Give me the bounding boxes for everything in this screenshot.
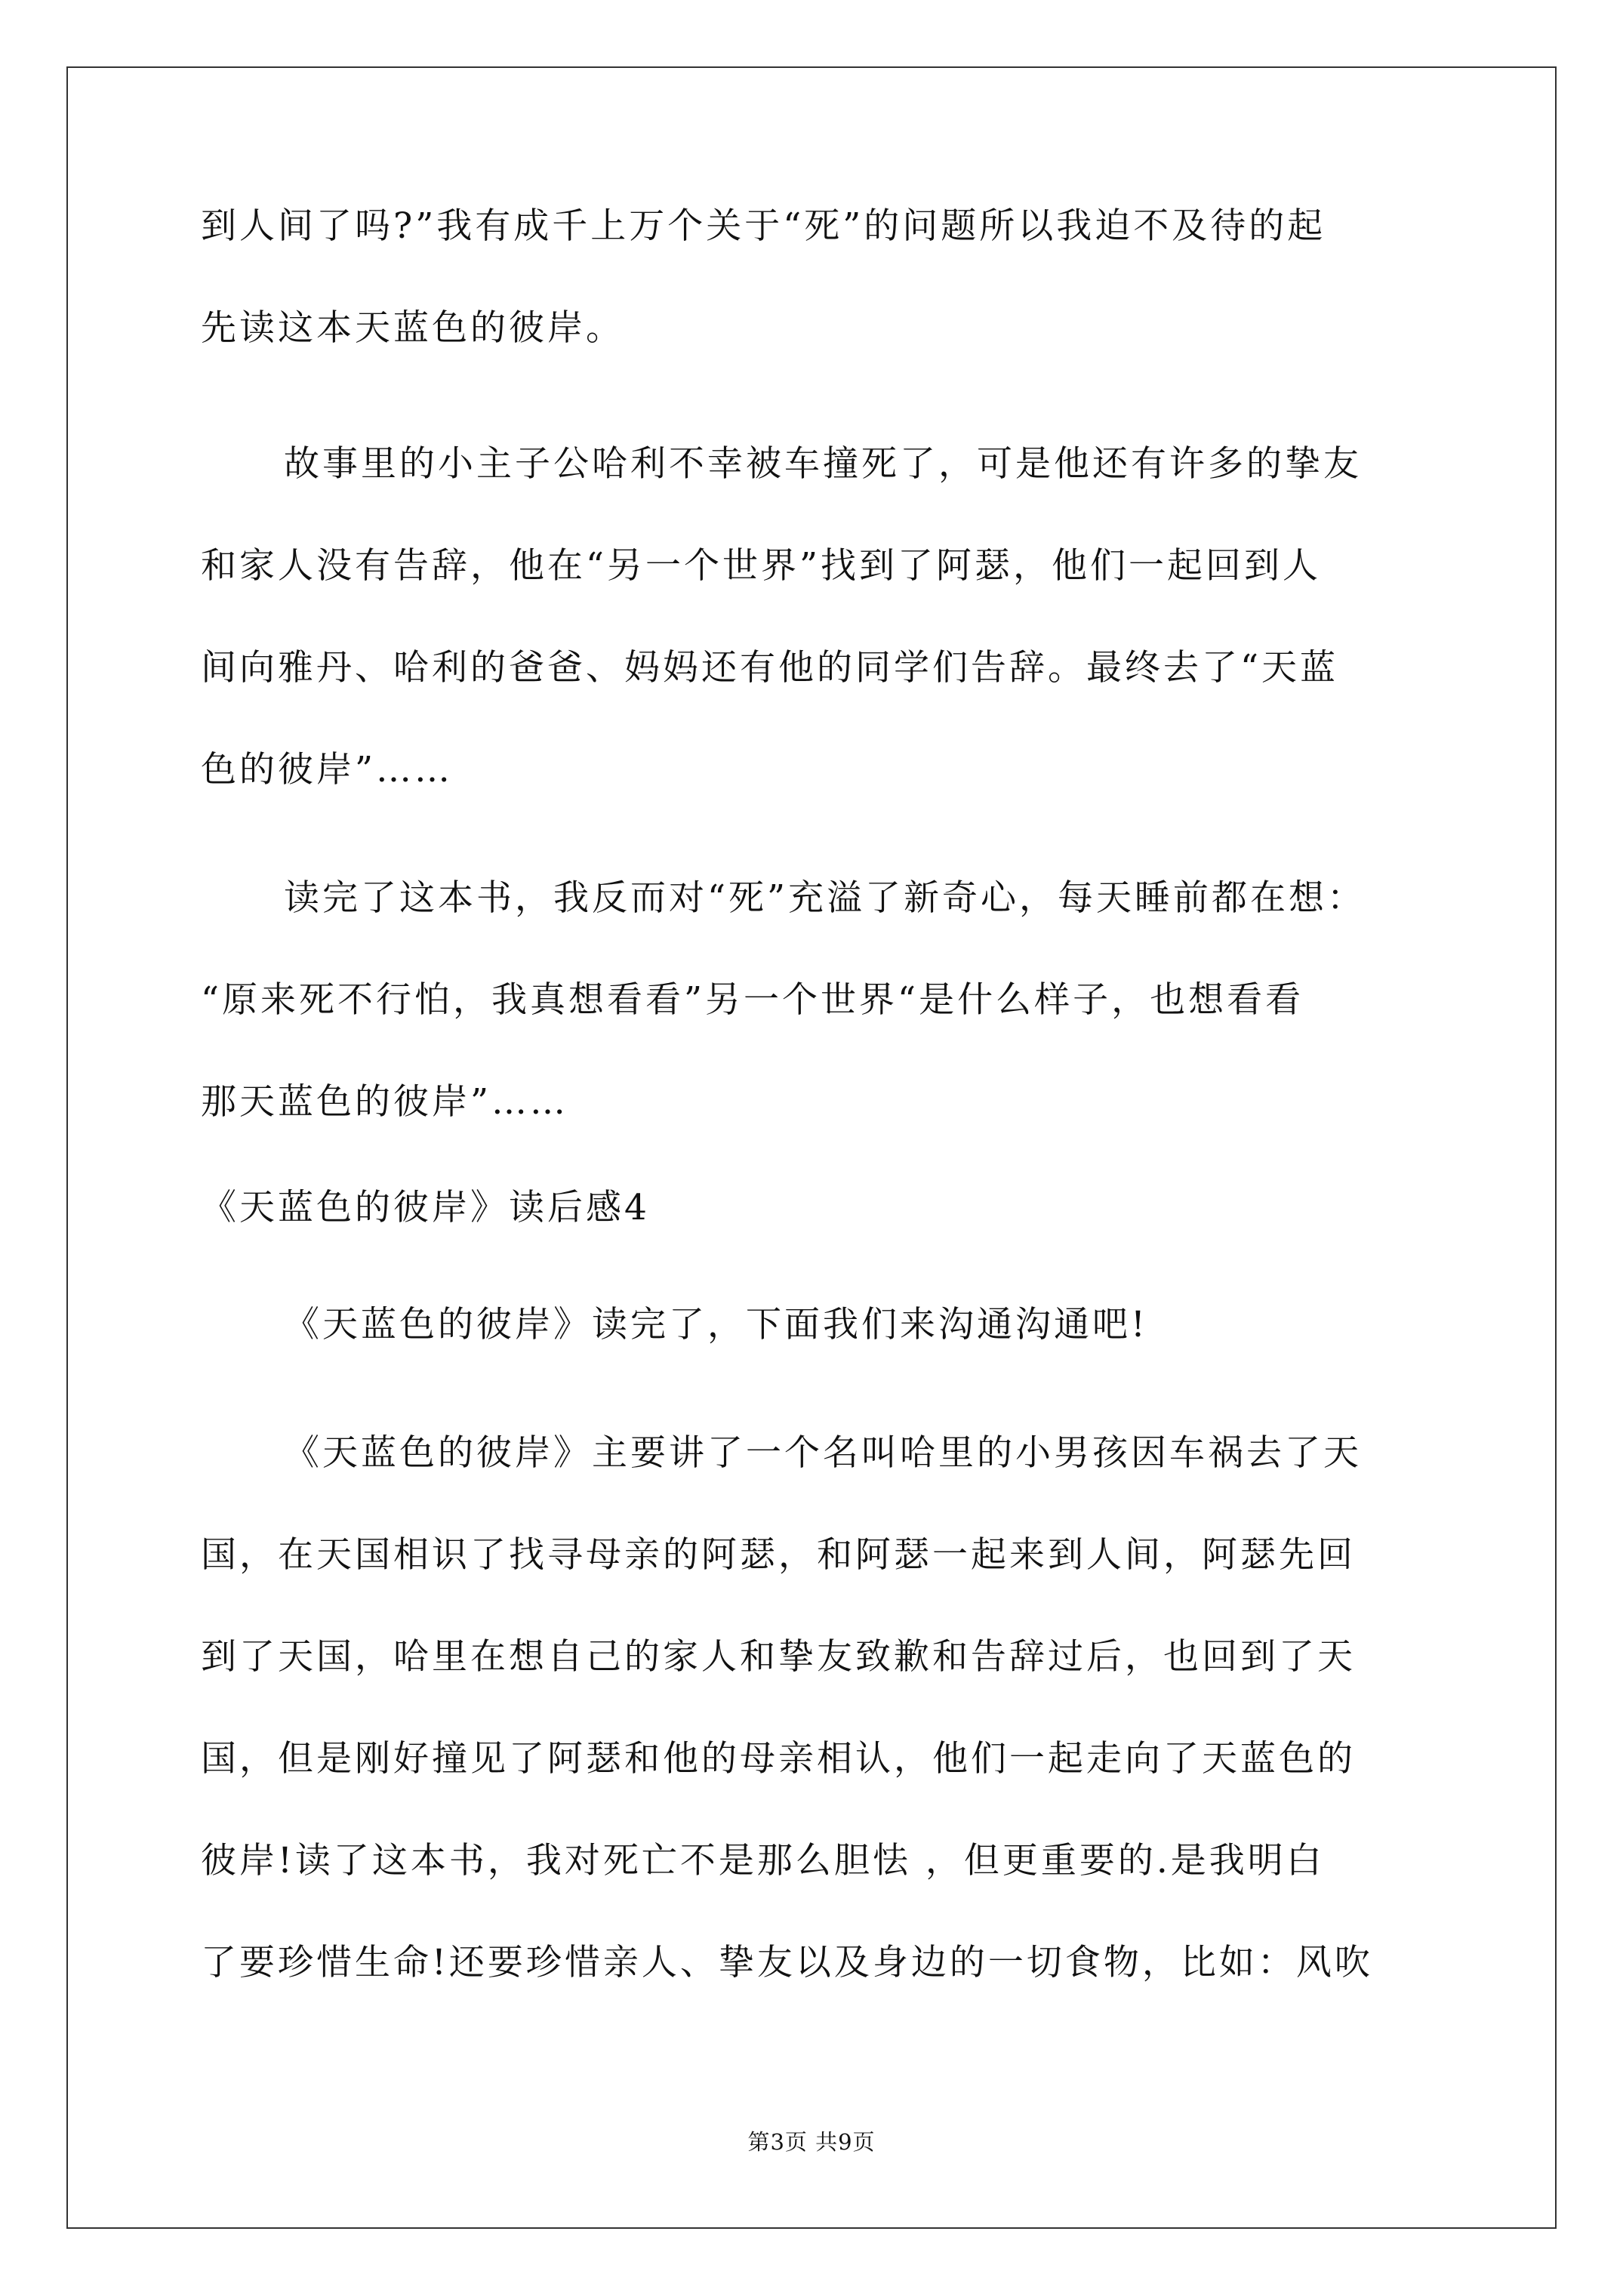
paragraph-start: 《天蓝色的彼岸》主要讲了一个名叫哈里的小男孩因车祸去了天 [284, 1432, 1362, 1474]
page-border [66, 66, 1557, 2229]
page-number-footer: 第3页 共9页 [747, 2129, 876, 2155]
text-line: 和家人没有告辞，他在“另一个世界”找到了阿瑟，他们一起回到人 [201, 545, 1322, 587]
text-line: 色的彼岸”…… [201, 749, 454, 791]
text-line: 了要珍惜生命!还要珍惜亲人、挚友以及身边的一切食物，比如：风吹 [201, 1942, 1373, 1983]
text-line: 彼岸!读了这本书，我对死亡不是那么胆怯 ，但更重要的.是我明白 [201, 1840, 1325, 1881]
text-line: 国，但是刚好撞见了阿瑟和他的母亲相认，他们一起走向了天蓝色的 [201, 1738, 1356, 1780]
paragraph-start: 故事里的小主子公哈利不幸被车撞死了，可是他还有许多的挚友 [284, 443, 1362, 485]
text-line: 那天蓝色的彼岸”…… [201, 1081, 569, 1123]
text-line: 间向雅丹、哈利的爸爸、妈妈还有他的同学们告辞。最终去了“天蓝 [201, 647, 1339, 689]
text-line: 国，在天国相识了找寻母亲的阿瑟，和阿瑟一起来到人间，阿瑟先回 [201, 1534, 1356, 1576]
section-heading: 《天蓝色的彼岸》读后感4 [201, 1187, 650, 1228]
text-line: “原来死不行怕，我真想看看”另一个世界“是什么样子，也想看看 [201, 979, 1304, 1021]
text-line: 先读这本天蓝色的彼岸。 [201, 307, 624, 349]
text-line: 到了天国，哈里在想自己的家人和挚友致歉和告辞过后，也回到了天 [201, 1636, 1356, 1678]
paragraph-start: 《天蓝色的彼岸》读完了，下面我们来沟通沟通吧! [284, 1304, 1148, 1345]
paragraph-start: 读完了这本书，我反而对“死”充溢了新奇心，每天睡前都在想： [284, 877, 1366, 919]
text-line: 到人间了吗?”我有成千上万个关于“死”的问题所以我迫不及待的起 [201, 205, 1326, 247]
